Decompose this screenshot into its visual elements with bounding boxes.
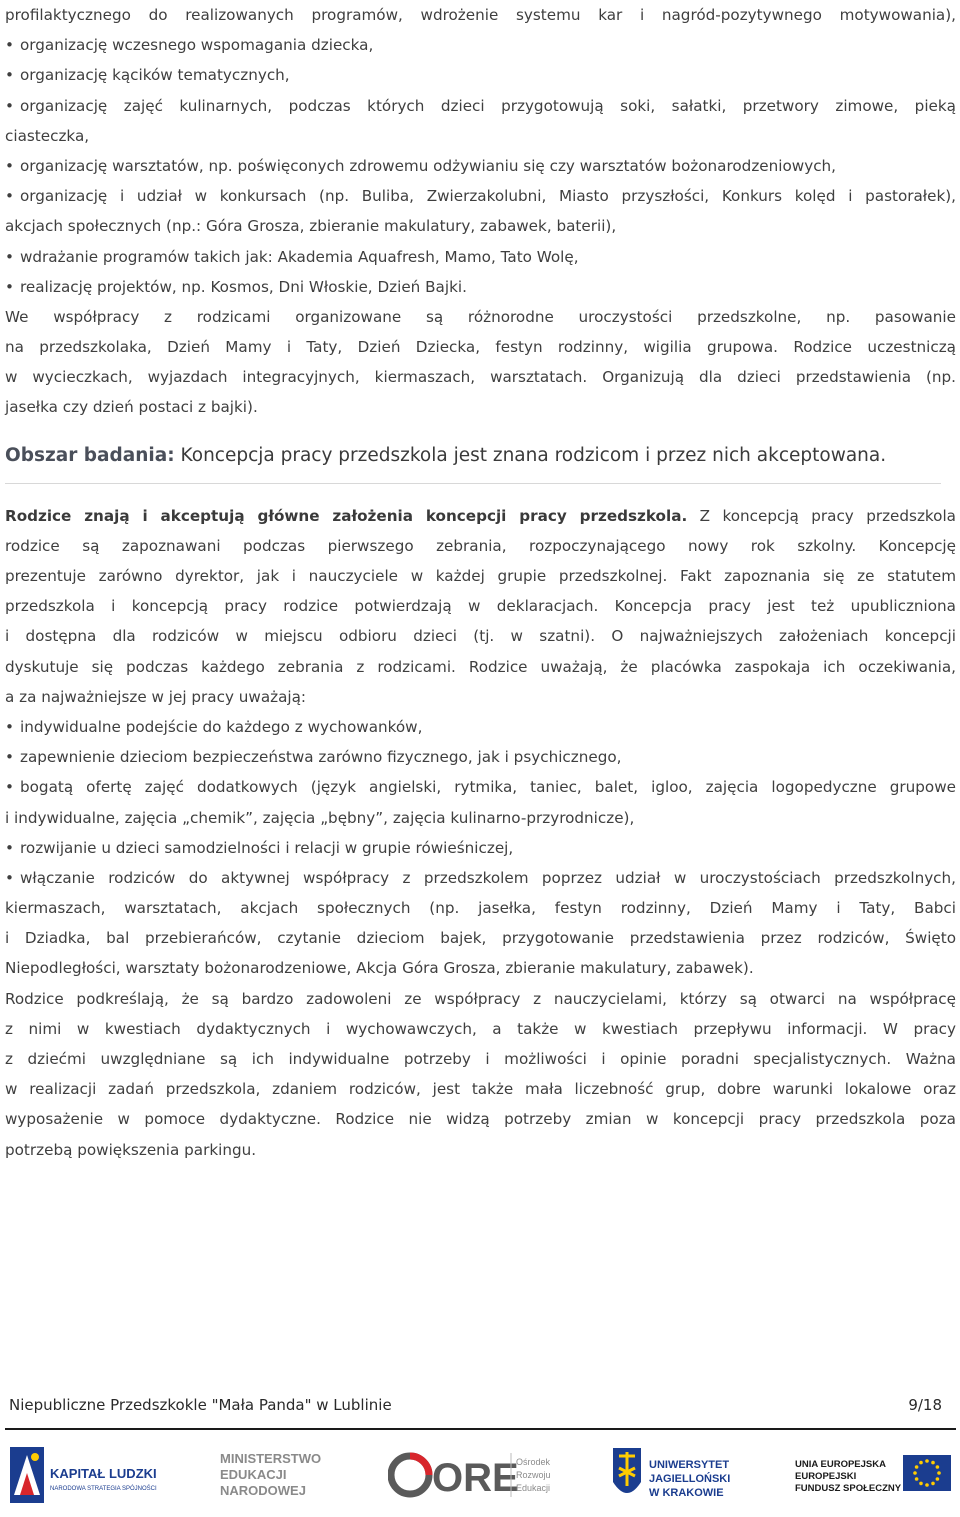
list-item: • rozwijanie u dzieci samodzielności i relacji w grupie rówieśniczej,: [5, 833, 956, 863]
ue-line3: FUNDUSZ SPOŁECZNY: [795, 1483, 902, 1494]
footer-title: Niepubliczne Przedszkokle "Mała Panda" w Lublinie: [9, 1396, 392, 1414]
text-line: na przedszkolaka, Dzień Mamy i Taty, Dzień Dziecka, festyn rodzinny, wigilia grupowa. Rodzice uczestniczą: [5, 338, 956, 357]
text-line: potrzebą powiększenia parkingu.: [5, 1140, 257, 1159]
uj-line2: JAGIELLOŃSKI: [648, 1473, 731, 1485]
men-line3: NARODOWEJ: [220, 1483, 307, 1498]
page-footer: [9, 1396, 942, 1414]
list-item: • organizację wczesnego wspomagania dziecka,: [5, 30, 956, 60]
kapital-ludzki-logo: [10, 1440, 170, 1510]
text-line: jasełka czy dzień postaci z bajki).: [5, 398, 258, 417]
text-line: i Dziadka, bal przebierańców, czytanie dzieciom bajek, przygotowanie przedstawienia przez rodziców, Święto: [5, 929, 956, 948]
footer-divider: [5, 1428, 956, 1430]
lead-rest: Z koncepcją pracy przedszkola: [687, 506, 956, 525]
list-item: • indywidualne podejście do każdego z wychowanków,: [5, 712, 956, 742]
text-line: kiermaszach, warsztatach, akcjach społecznych (np. jasełka, festyn rodzinny, Dzień Mamy i Taty, Babci: [5, 899, 956, 918]
text-line: z dziećmi uwzględniane są ich indywidualne potrzeby i możliwości i opinie poradni specjalistycznych. Ważna: [5, 1050, 956, 1068]
kl-title: KAPITAŁ LUDZKI: [50, 1466, 157, 1481]
heading-label: Obszar badania:: [5, 444, 175, 466]
men-logo: [216, 1440, 341, 1510]
text-line: z nimi w kwestiach dydaktycznych i wychowawczych, a także w kwestiach przepływu informacji. W pracy: [5, 1019, 956, 1038]
ore-text: ORE: [431, 1456, 519, 1500]
sponsor-logos: [10, 1440, 955, 1510]
list-item: • realizację projektów, np. Kosmos, Dni Włoskie, Dzień Bajki.: [5, 272, 956, 302]
kl-sub: NARODOWA STRATEGIA SPÓJNOŚCI: [50, 1486, 157, 1492]
text-line: wyposażenie w pomoce dydaktyczne. Rodzice nie widzą potrzeby zmian w koncepcji pracy przedszkola poza: [5, 1110, 956, 1129]
uj-line1: UNIWERSYTET: [648, 1459, 729, 1471]
list-item: • wdrażanie programów takich jak: Akademia Aquafresh, Mamo, Tato Wolę,: [5, 242, 956, 272]
uj-logo: [609, 1440, 749, 1510]
ore-line3: Edukacji: [515, 1483, 550, 1493]
text-line: w realizacji zadań przedszkola, zdaniem rodziców, jest także mała liczebność grup, dobre warunki lokalowe oraz: [5, 1080, 956, 1099]
text-line: We współpracy z rodzicami organizowane są różnorodne uroczystości przedszkolne, np. pasowanie: [5, 307, 956, 326]
text-line: przedszkola i koncepcją pracy rodzice potwierdzają w deklaracjach. Koncepcja pracy jest też upubliczniona: [5, 597, 956, 616]
list-item: • organizację warsztatów, np. poświęconych zdrowemu odżywianiu się czy warsztatów bożonarodzeniowych,: [5, 151, 956, 181]
text-line: i indywidualne, zajęcia „chemik”, zajęcia „bębny”, zajęcia kulinarno-przyrodnicze),: [5, 808, 635, 827]
text-line: Niepodległości, warsztaty bożonarodzeniowe, Akcja Góra Grosza, zbieranie makulatury, zabawek).: [5, 959, 754, 978]
ue-logo: [795, 1440, 955, 1510]
ore-logo: [388, 1440, 563, 1510]
text-line: prezentuje zarówno dyrektor, jak i nauczyciele w każdej grupie przedszkolnej. Fakt zapoznania się ze statutem: [5, 567, 956, 585]
list-item: • organizację zajęć kulinarnych, podczas których dzieci przygotowują soki, sałatki, przetwory zimowe, pieką: [5, 91, 956, 121]
text-line: akcjach społecznych (np.: Góra Grosza, zbieranie makulatury, zabawek, baterii),: [5, 217, 617, 236]
text-line: [5, 501, 956, 531]
text-line: ciasteczka,: [5, 126, 90, 145]
list-item: • włączanie rodziców do aktywnej współpracy z przedszkolem poprzez udział w uroczystościach przedszkolnych,: [5, 863, 956, 893]
text-line: rodzice są zapoznawani podczas pierwszego zebrania, rozpoczynającego nowy rok szkolny. Koncepcję: [5, 536, 956, 555]
ue-line2: EUROPEJSKI: [795, 1471, 857, 1482]
men-line2: EDUKACJI: [220, 1467, 287, 1482]
section-heading: [5, 423, 956, 483]
list-item: • organizację kącików tematycznych,: [5, 60, 956, 90]
uj-line3: W KRAKOWIE: [648, 1487, 724, 1499]
lead-bold: Rodzice znają i akceptują główne założenia koncepcji pracy przedszkola.: [5, 506, 688, 525]
page-content: [5, 0, 956, 1165]
ore-line2: Rozwoju: [515, 1470, 551, 1480]
ue-line1: UNIA EUROPEJSKA: [795, 1459, 886, 1470]
heading-text: Koncepcja pracy przedszkola jest znana rodzicom i przez nich akceptowana.: [174, 444, 887, 466]
text-line: Rodzice podkreślają, że są bardzo zadowoleni ze współpracy z nauczycielami, którzy są otwarci na współpracę: [5, 989, 956, 1008]
list-item: • bogatą ofertę zajęć dodatkowych (język angielski, rytmika, taniec, balet, igloo, zajęcia logopedyczne grupowe: [5, 772, 956, 802]
text-line: a za najważniejsze w jej pracy uważają:: [5, 687, 307, 706]
text-line: w wycieczkach, wyjazdach integracyjnych, kiermaszach, warsztatach. Organizują dla dzieci przedstawienia (np.: [5, 368, 956, 387]
text-line: profilaktycznego do realizowanych programów, wdrożenie systemu kar i nagród-pozytywnego motywowania),: [5, 6, 956, 24]
page-number: 9/18: [908, 1396, 942, 1414]
ore-line1: Ośrodek: [515, 1457, 550, 1467]
men-line1: MINISTERSTWO: [220, 1451, 322, 1466]
text-line: i dostępna dla rodziców w miejscu odbioru dzieci (tj. w szatni). O najważniejszych założeniach koncepcji: [5, 627, 956, 646]
text-line: dyskutuje się podczas każdego zebrania z rodzicami. Rodzice uważają, że placówka zaspokaja ich oczekiwania,: [5, 657, 956, 676]
list-item: • zapewnienie dzieciom bezpieczeństwa zarówno fizycznego, jak i psychicznego,: [5, 742, 956, 772]
list-item: • organizację i udział w konkursach (np. Buliba, Zwierzakolubni, Miasto przyszłości, Konkurs kolęd i pastorałek),: [5, 181, 956, 211]
